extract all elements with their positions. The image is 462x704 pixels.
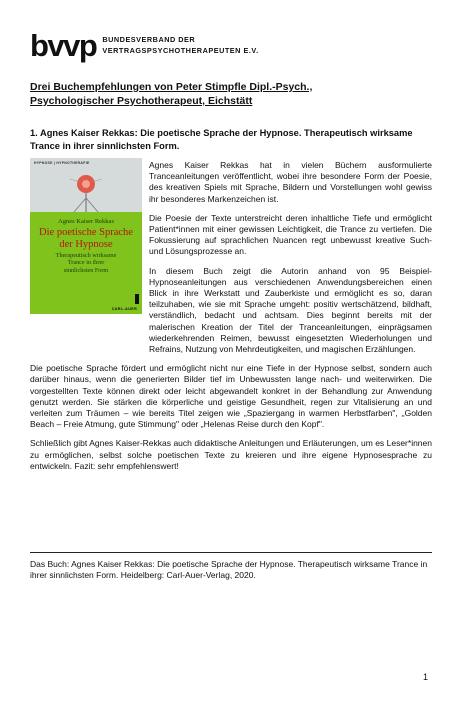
header [30,28,259,62]
cover-subtitle: Therapeutisch wirksame Trance in ihrer sinnlichsten Form [55,252,117,274]
page-number: 1 [423,672,429,682]
cover-publisher: CARL-AUER [111,307,137,311]
footnote-divider [30,552,432,553]
organization-name: BUNDESVERBAND DER VERTRAGSPSYCHOTHERAPEUTEN E.V. [102,35,259,55]
cover-spacer [30,160,149,362]
paragraph-3: In diesem Buch zeigt die Autorin anhand von 95 Beispiel-Hypnoseanleitungen aus verschiedenen Anwendungsbereichen einen Blick in ihre Werkstatt und Zauberkiste und ermöglicht es so, daran teilzuhaben, wie sie mit Sprache umgeht: positiv wertschätzend, bildhaft, verständlich, bedacht und achtsam. Dies beginnt bereits mit der malerischen Kreation der Titel der Tranceanleitungen, einprägsamen wiederkehrenden Reimen, bewusst eingesetzten Wiederholungen und Refrains, Nutzung von Mehrdeutigkeiten, und magischen Erzählungen. [149,265,432,355]
body-text [30,160,432,472]
book-heading: 1. Agnes Kaiser Rekkas: Die poetische Sprache der Hypnose. Therapeutisch wirksame Trance in ihrer sinnlichsten Form. [30,128,413,151]
cover-title: Die poetische Sprache der Hypnose [39,227,133,250]
paragraph-1: Agnes Kaiser Rekkas hat in vielen Büchern ausformulierte Tranceanleitungen veröffentlicht, wobei ihre besondere Form der Poesie, des kreativen Spiels mit Sprache, Bildern und Vorstellungen wohl gewiss ihr besonderes Markenzeichen ist. [149,160,432,204]
cover-author: Agnes Kaiser Rekkas [58,218,114,225]
document-title: Drei Buchempfehlungen von Peter Stimpfle Dipl.-Psych., Psychologischer Psychotherapeut, Eichstätt [30,81,313,107]
paragraph-5: Schließlich gibt Agnes Kaiser-Rekkas auch didaktische Anleitungen und Erläuterungen, um es Leser*innen zu ermöglichen, selbst solche poetischen Texte zu kreieren und ihre eigene Hypnosesprache zu entwickeln. Fazit: sehr empfehlenswert! [30,438,432,471]
paragraph-2: Die Poesie der Texte unterstreicht deren inhaltliche Tiefe und ermöglicht Patient*innen mit einer gewissen Leichtigkeit, die Trance zu vertiefen. Die Fokussierung auf sprachlichen Nuancen regt unbewusst kreative Such- und Lösungsprozesse an. [149,212,432,257]
book-reference: Das Buch: Agnes Kaiser Rekkas: Die poetische Sprache der Hypnose. Therapeutisch wirksame Trance in ihrer sinnlichsten Form. Heidelberg: Carl-Auer-Verlag, 2020. [30,559,428,581]
bvvp-logo: bvvp [30,27,97,63]
cover-series-label: HYPNOSE | HYPNOTHERAPIE [34,161,90,165]
paragraph-4: Die poetische Sprache fördert und ermöglicht nicht nur eine Tiefe in der Hypnose selbst, sondern auch darüber hinaus, wenn die generierten Bilder tief im Unbewussten lange nach- und weiterwirken. Die vorgestellten Texte können direkt oder leicht abgewandelt konkret in der Behandlung zur Anwendung genutzt werden. Sie stärken die körperliche und geistige Gesundheit, regen zur Vitalisierung an und verleiten zum Träumen – wie bereits Titel zeigen wie „Spaziergang in warmen Herbstfarben", „Golden Beach – Freie Atmung, gute Stimmung" oder „Helenas Reise durch den Kopf". [30,363,432,430]
